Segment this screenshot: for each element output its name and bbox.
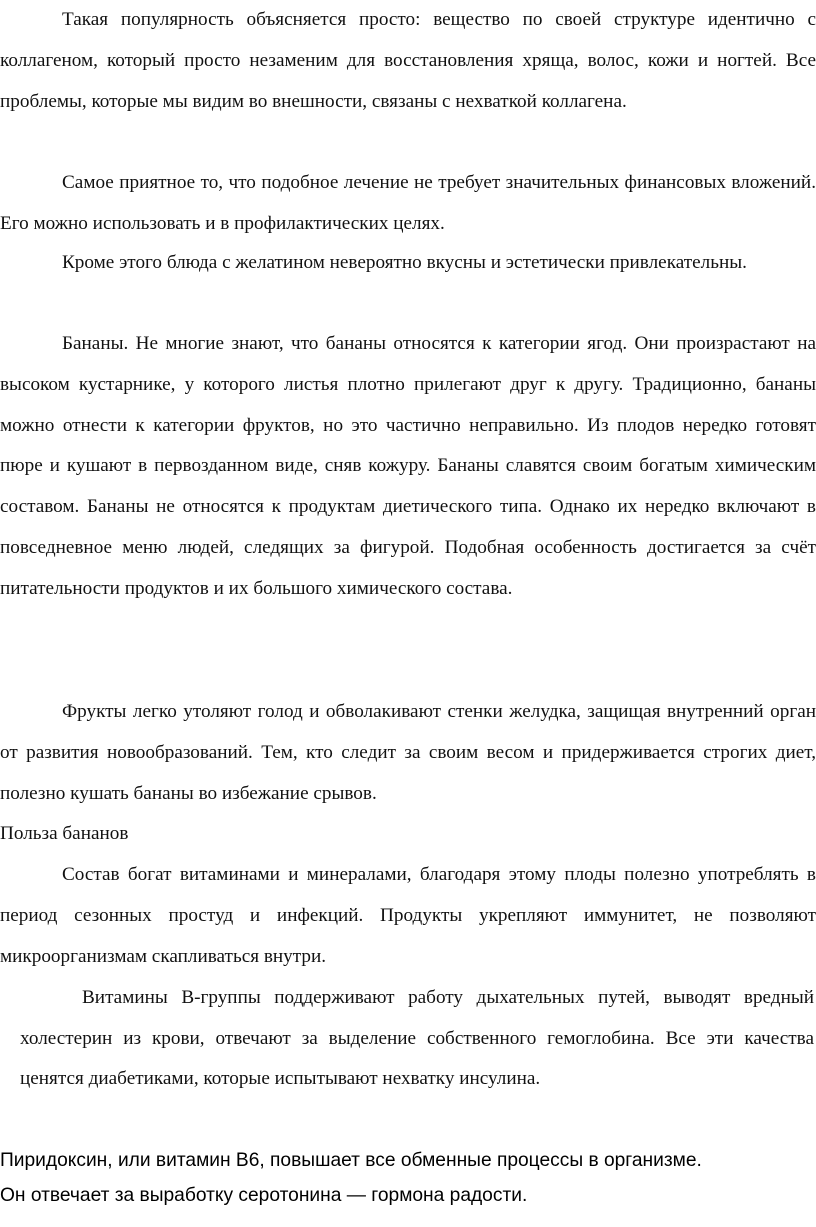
paragraph-cost: Самое приятное то, что подобное лечение не требует значительных финансовых вложений. Его можно использовать и в профилактических целях.: [0, 172, 816, 234]
section-heading-banana-benefits: Польза бананов: [0, 823, 129, 845]
paragraph-collagen: Такая популярность объясняется просто: вещество по своей структуре идентично с коллагеном, который просто незаменим для восстановления хряща, волос, кожи и ногтей. Все проблемы, которые мы видим во внешности, связаны с нехваткой коллагена.: [0, 9, 816, 112]
paragraph-gelatin-dishes: Кроме этого блюда с желатином невероятно вкусны и эстетически привлекательны.: [62, 252, 747, 273]
pyridoxine-line-2: Он отвечает за выработку серотонина — гормона радости.: [0, 1185, 528, 1206]
paragraph-fruits-block: [0, 692, 816, 855]
paragraph-bananas: Бананы. Не многие знают, что бананы относятся к категории ягод. Они произрастают на высоком кустарнике, у которого листья плотно прилегают друг к другу. Традиционно, бананы можно отнести к категории фруктов, но это частично неправильно. Из плодов нередко готовят пюре и кушают в первозданном виде, сняв кожуру. Бананы славятся своим богатым химическим составом. Бананы не относятся к продуктам диетического типа. Однако их нередко включают в повседневное меню людей, следящих за фигурой. Подобная особенность достигается за счёт питательности продуктов и их большого химического состава.: [0, 333, 816, 599]
pyridoxine-line-1: Пиридоксин, или витамин В6, повышает все обменные процессы в организме.: [0, 1150, 702, 1171]
paragraph-vitamins-minerals: Состав богат витаминами и минералами, благодаря этому плоды полезно употреблять в период сезонных простуд и инфекций. Продукты укрепляют иммунитет, не позволяют микроорганизмам скапливаться внутри.: [0, 864, 816, 967]
paragraph-vitamin-b-group: Витамины В-группы поддерживают работу дыхательных путей, выводят вредный холестерин из крови, отвечают за выделение собственного гемоглобина. Все эти качества ценятся диабетиками, которые испытывают нехватку инсулина.: [20, 987, 814, 1089]
paragraph-fruits: Фрукты легко утоляют голод и обволакивают стенки желудка, защищая внутренний орган от развития новообразований. Тем, кто следит за своим весом и придерживается строгих диет, полезно кушать бананы во избежание срывов.: [0, 701, 816, 804]
paragraph-pyridoxine: [0, 1143, 816, 1213]
